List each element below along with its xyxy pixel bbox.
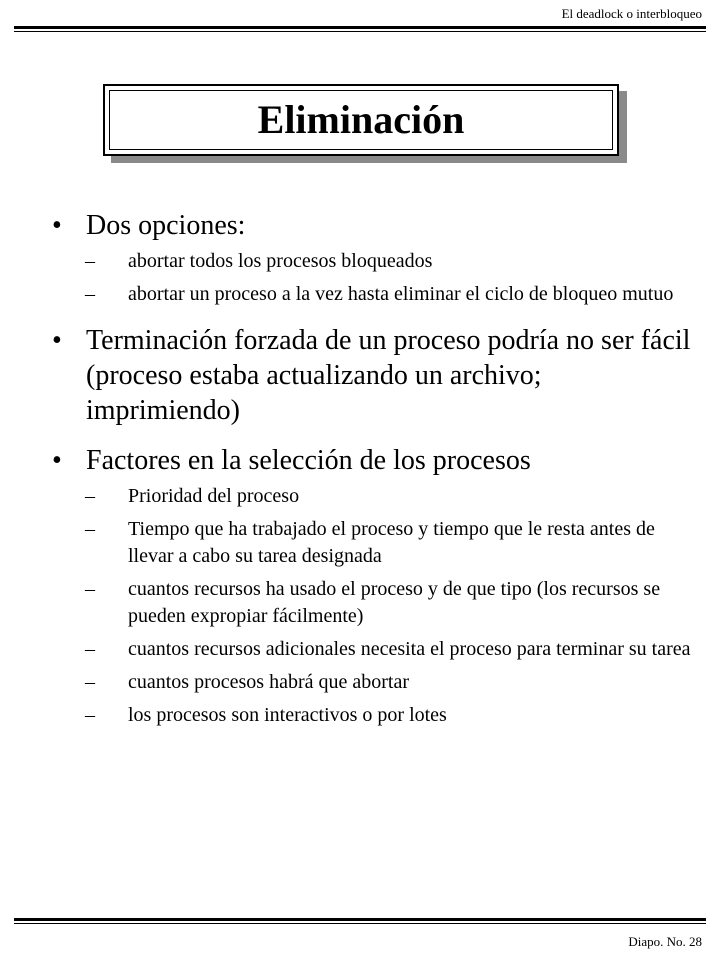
dash-glyph: – bbox=[85, 250, 95, 272]
sub-item-text: Prioridad del proceso bbox=[128, 485, 300, 507]
sub-list bbox=[85, 483, 702, 729]
sub-item bbox=[85, 516, 702, 570]
dash-glyph: – bbox=[85, 578, 95, 600]
sub-item-text: cuantos recursos adicionales necesita el proceso para terminar su tarea bbox=[128, 638, 691, 660]
bullet-text: Factores en la selección de los procesos bbox=[86, 445, 531, 476]
sub-item bbox=[85, 281, 702, 308]
title-frame bbox=[103, 84, 619, 156]
slide-title: Eliminación bbox=[257, 97, 465, 142]
dash-glyph: – bbox=[85, 638, 95, 660]
bullet-item bbox=[40, 323, 702, 428]
running-header: El deadlock o interbloqueo bbox=[561, 6, 702, 21]
sub-item bbox=[85, 248, 702, 275]
sub-item bbox=[85, 669, 702, 696]
bullet-glyph: • bbox=[52, 325, 62, 356]
sub-item-text: abortar todos los procesos bloqueados bbox=[128, 250, 433, 272]
slide-content bbox=[40, 208, 702, 744]
slide-number: Diapo. No. 28 bbox=[628, 934, 702, 949]
sub-item bbox=[85, 636, 702, 663]
bullet-glyph: • bbox=[52, 445, 62, 476]
dash-glyph: – bbox=[85, 485, 95, 507]
sub-list bbox=[85, 248, 702, 308]
bullet-item bbox=[40, 443, 702, 729]
sub-item-text: cuantos procesos habrá que abortar bbox=[128, 671, 409, 693]
dash-glyph: – bbox=[85, 671, 95, 693]
sub-item-text: los procesos son interactivos o por lotes bbox=[128, 704, 447, 726]
title-inner-frame bbox=[109, 90, 613, 150]
sub-item bbox=[85, 702, 702, 729]
sub-item bbox=[85, 576, 702, 630]
dash-glyph: – bbox=[85, 283, 95, 305]
bullet-text: Dos opciones: bbox=[86, 210, 246, 241]
dash-glyph: – bbox=[85, 518, 95, 540]
dash-glyph: – bbox=[85, 704, 95, 726]
sub-item-text: cuantos recursos ha usado el proceso y de que tipo (los recursos se pueden expropiar fácilmente) bbox=[128, 578, 661, 627]
sub-item-text: abortar un proceso a la vez hasta eliminar el ciclo de bloqueo mutuo bbox=[128, 283, 674, 305]
sub-item-text: Tiempo que ha trabajado el proceso y tiempo que le resta antes de llevar a cabo su tarea designada bbox=[128, 518, 655, 567]
bullet-glyph: • bbox=[52, 210, 62, 241]
sub-item bbox=[85, 483, 702, 510]
header-rule bbox=[14, 26, 706, 32]
bullet-item bbox=[40, 208, 702, 308]
bullet-text: Terminación forzada de un proceso podría no ser fácil (proceso estaba actualizando un archivo; imprimiendo) bbox=[86, 325, 691, 426]
footer-rule bbox=[14, 918, 706, 924]
